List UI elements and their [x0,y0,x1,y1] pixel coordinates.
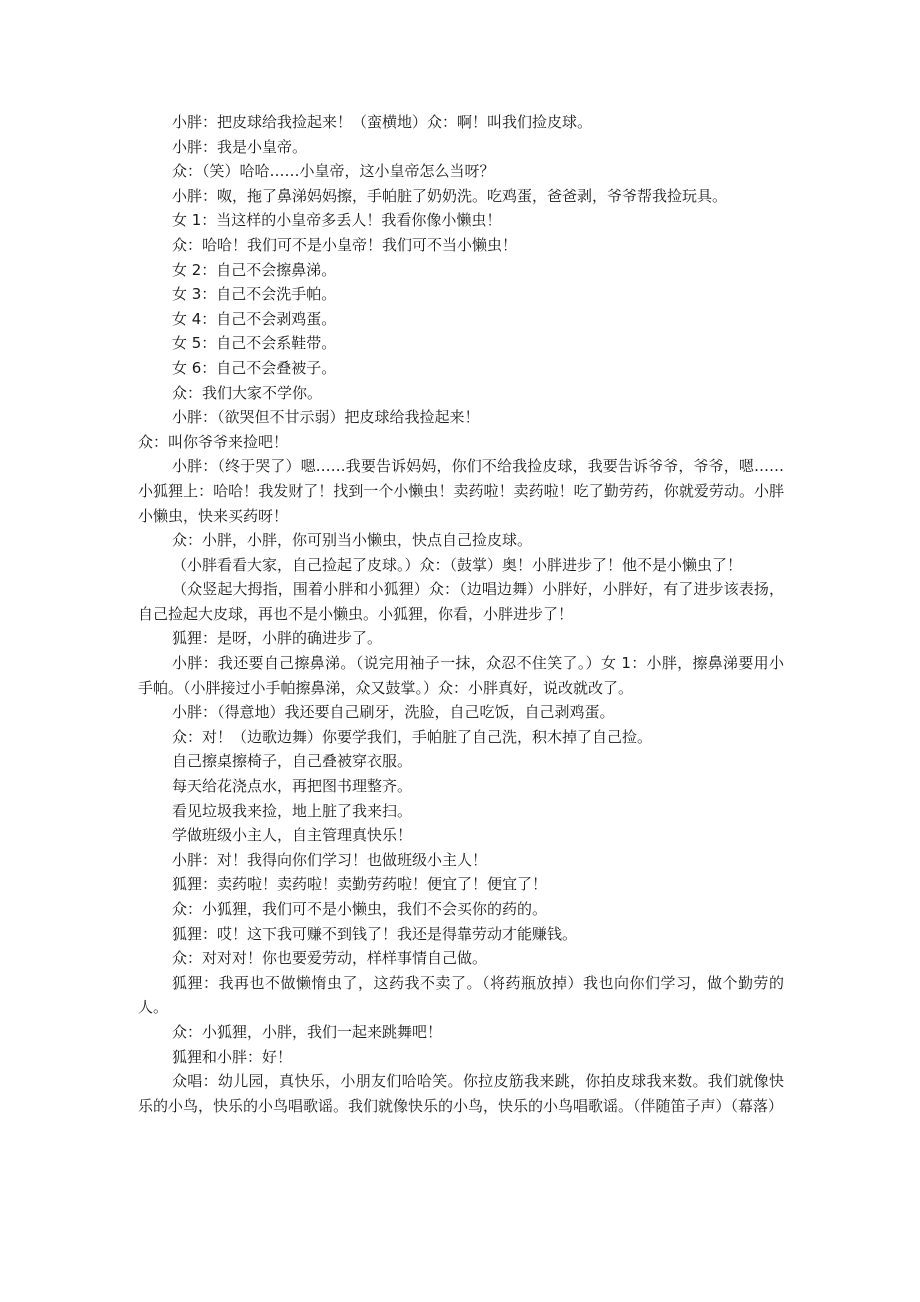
dialogue-line: 众唱：幼儿园，真快乐，小朋友们哈哈笑。你拉皮筋我来跳，你拍皮球我来数。我们就像快乐的小鸟，快乐的小鸟唱歌谣。我们就像快乐的小鸟，快乐的小鸟唱歌谣。（伴随笛子声）（幕落） [138,1072,784,1115]
dialogue-line: 女 6：自己不会叠被子。 [172,358,337,377]
dialogue-line: 众：叫你爷爷来捡吧！ [138,432,289,451]
dialogue-line: 小胖：（欲哭但不甘示弱）把皮球给我捡起来！ [172,408,480,427]
dialogue-line: 小胖：把皮球给我捡起来！（蛮横地）众：啊！叫我们捡皮球。 [172,113,593,131]
dialogue-line: （小胖看看大家，自己捡起了皮球。）众：（鼓掌）奥！小胖进步了！他不是小懒虫了！ [172,555,743,574]
dialogue-line: 众：我们大家不学你。 [172,383,323,402]
dialogue-line: 众：小狐狸，小胖，我们一起来跳舞吧！ [172,1022,443,1041]
dialogue-line: 狐狸：是呀，小胖的确进步了。 [172,629,383,648]
dialogue-line: 狐狸：哎！这下我可赚不到钱了！我还是得靠劳动才能赚钱。 [172,924,578,943]
dialogue-line: 小胖：（得意地）我还要自己刷牙，洗脸，自己吃饭，自己剥鸡蛋。 [172,703,615,722]
dialogue-line: 小胖：呶，拖了鼻涕妈妈擦，手帕脏了奶奶洗。吃鸡蛋，爸爸剥，爷爷帮我捡玩具。 [172,186,728,205]
dialogue-line: 狐狸：我再也不做懒惰虫了，这药我不卖了。（将药瓶放掉）我也向你们学习，做个勤劳的人。 [138,973,784,1017]
dialogue-line: （众竖起大拇指，围着小胖和小狐狸）众：（边唱边舞）小胖好，小胖好，有了进步该表扬，自己捡起大皮球，再也不是小懒虫。小狐狸，你看，小胖进步了！ [138,580,784,623]
dialogue-line: 小胖：对！我得向你们学习！也做班级小主人！ [172,850,488,869]
dialogue-line: 学做班级小主人，自主管理真快乐！ [172,826,413,845]
dialogue-line: 女 3：自己不会洗手帕。 [172,285,337,304]
dialogue-line: 狐狸：卖药啦！卖药啦！卖勤劳药啦！便宜了！便宜了！ [172,875,548,894]
dialogue-line: 小胖：（终于哭了）嗯……我要告诉妈妈，你们不给我捡皮球，我要告诉爷爷，爷爷，嗯……小狐狸上：哈哈！我发财了！找到一个小懒虫！卖药啦！卖药啦！吃了勤劳药，你就爱劳动。小胖小懒虫，快来买药呀！ [138,457,784,525]
dialogue-line: 狐狸和小胖：好！ [172,1047,293,1066]
dialogue-line: 众：小狐狸，我们可不是小懒虫，我们不会买你的药的。 [172,900,548,918]
dialogue-line: 众：（笑）哈哈……小皇帝，这小皇帝怎么当呀？ [172,162,495,181]
dialogue-line: 众：哈哈！我们可不是小皇帝！我们可不当小懒虫！ [172,235,518,254]
dialogue-line: 众：对！（边歌边舞）你要学我们，手帕脏了自己洗，积木掉了自己捡。 [172,727,653,746]
dialogue-line: 每天给花浇点水，再把图书理整齐。 [172,777,413,796]
dialogue-line: 小胖：我还要自己擦鼻涕。（说完用袖子一抹，众忍不住笑了。）女 1：小胖，擦鼻涕要用小手帕。（小胖接过小手帕擦鼻涕，众又鼓掌。）众：小胖真好，说改就改了。 [138,654,784,697]
dialogue-line: 女 1：当这样的小皇帝多丢人！我看你像小懒虫！ [172,211,502,230]
dialogue-line: 众：对对对！你也要爱劳动，样样事情自己做。 [172,949,488,968]
dialogue-line: 女 5：自己不会系鞋带。 [172,334,337,353]
dialogue-line: 小胖：我是小皇帝。 [172,137,308,156]
dialogue-line: 众：小胖，小胖，你可别当小懒虫，快点自己捡皮球。 [172,531,533,550]
dialogue-line: 女 2：自己不会擦鼻涕。 [172,260,337,279]
script-text-body [138,110,784,1118]
dialogue-line: 自己擦桌擦椅子，自己叠被穿衣服。 [172,752,413,771]
dialogue-line: 女 4：自己不会剥鸡蛋。 [172,309,337,328]
dialogue-line: 看见垃圾我来捡，地上脏了我来扫。 [172,801,413,820]
